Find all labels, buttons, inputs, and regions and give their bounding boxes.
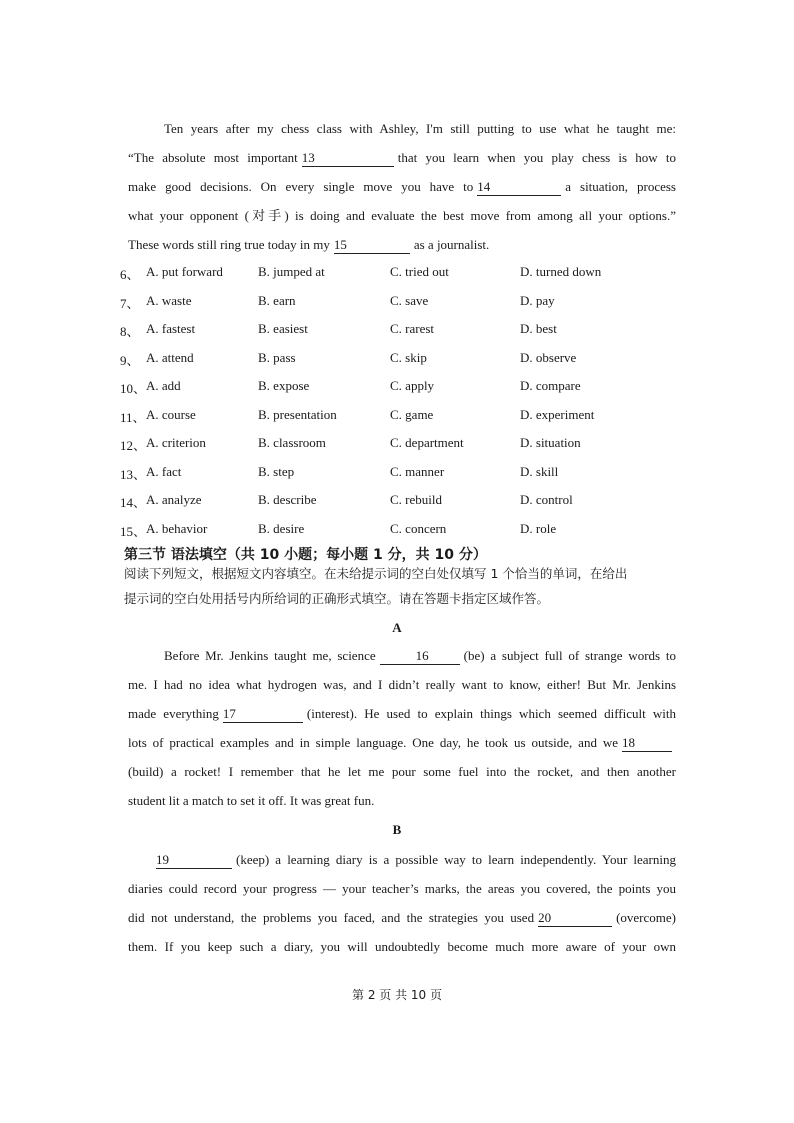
passage-a [128,641,676,815]
option-row: 8、 A. fastest B. easiest C. rarest D. best [120,321,557,339]
passage-line: “The absolute most important 13 that you learn when you play chess is how to [128,150,676,165]
passage-line: lots of practical examples and in simple language. One day, he took us outside, and we 18 [128,728,676,757]
option-row: 14、 A. analyze B. describe C. rebuild D. control [120,492,573,510]
option-row: 6、 A. put forward B. jumped at C. tried out D. turned down [120,264,602,282]
blank-15: 15 [334,237,410,254]
passage-heading-a: A [392,620,402,635]
blank-20: 20 [538,910,612,927]
blank-19: 19 [156,852,232,869]
section-instructions: 提示词的空白处用括号内所给词的正确形式填空。请在答题卡指定区域作答。 [124,591,550,606]
section-title: 第三节 语法填空（共 10 小题；每小题 1 分，共 10 分） [124,547,487,563]
passage-line: Ten years after my chess class with Ashley, I'm still putting to use what he taught me: [164,121,676,136]
option-row: 15、 A. behavior B. desire C. concern D. role [120,520,557,539]
passage-line: Before Mr. Jenkins taught me, science 16 (be) a subject full of strange words to [164,648,676,663]
passage-line: 19 (keep) a learning diary is a possible way to learn independently. Your learning [156,852,676,867]
blank-13: 13 [302,150,394,167]
passage-line: what your opponent (对手) is doing and evaluate the best move from among all your options.” [128,208,676,223]
section-instructions: 阅读下列短文，根据短文内容填空。在未给提示词的空白处仅填写 1 个恰当的单词，在给出 [124,566,628,581]
passage-line: diaries could record your progress — your teacher’s marks, the areas you covered, the points you [128,881,676,896]
passage-line: These words still ring true today in my 15 as a journalist. [128,237,490,252]
passage-line: me. I had no idea what hydrogen was, and I didn’t really want to know, either! But Mr. Jenkins [128,677,676,692]
passage-line: them. If you keep such a diary, you will undoubtedly become much more aware of your own [128,939,676,954]
passage-line: did not understand, the problems you faced, and the strategies you used 20 (overcome) [128,910,676,925]
passage-line: student lit a match to set it off. It was great fun. [128,793,375,808]
blank-18: 18 [622,735,672,752]
option-row: 13、 A. fact B. step C. manner D. skill [120,463,559,482]
passage-b [128,845,676,961]
answer-options [120,258,680,543]
passage-line: make good decisions. On every single move you have to 14 a situation, process [128,179,676,194]
option-row: 10、 A. add B. expose C. apply D. compare [120,378,581,396]
option-row: 12、 A. criterion B. classroom C. department D. situation [120,435,581,453]
blank-17: 17 [223,706,303,723]
option-row: 9、 A. attend B. pass C. skip D. observe [120,349,577,368]
option-row: 7、 A. waste B. earn C. save D. pay [120,292,555,311]
blank-16: 16 [380,648,460,665]
option-row: 11、 A. course B. presentation C. game D. experiment [120,406,595,425]
cloze-passage-end [128,114,676,259]
passage-heading-b: B [392,822,402,837]
blank-14: 14 [477,179,561,196]
passage-line: (build) a rocket! I remember that he let me pour some fuel into the rocket, and then another [128,764,676,779]
page-number: 第 2 页 共 10 页 [352,988,442,1002]
passage-line: made everything 17 (interest). He used to explain things which seemed difficult with [128,706,676,721]
